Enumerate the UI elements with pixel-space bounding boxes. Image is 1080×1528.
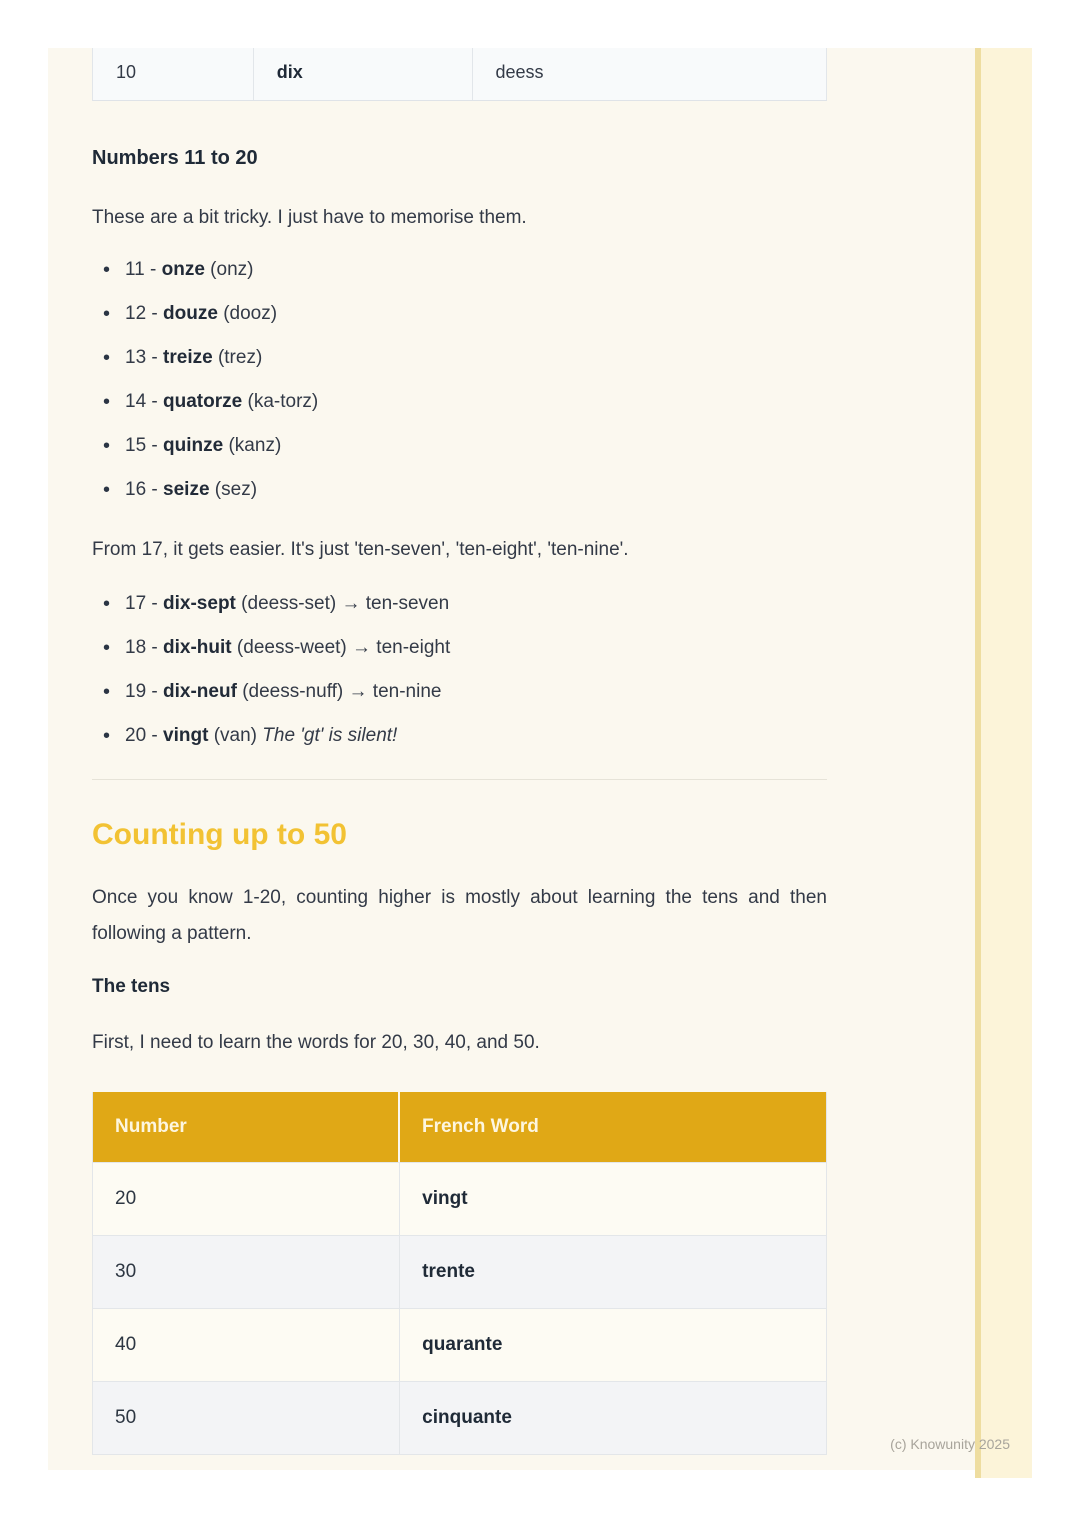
table-cell-number: 20: [93, 1163, 400, 1235]
pronunciation: (sez): [209, 479, 258, 500]
list-item-number: 11 -: [125, 259, 162, 280]
list-item: [92, 723, 827, 749]
numbers-1-10-table-last-row: [92, 48, 827, 101]
list-item: [92, 433, 827, 459]
french-word: dix-neuf: [163, 681, 237, 702]
tens-table-header-french-word: French Word: [400, 1092, 826, 1162]
counting-intro-paragraph: Once you know 1-20, counting higher is mostly about learning the tens and then following a pattern.: [92, 887, 833, 944]
tens-intro-paragraph: First, I need to learn the words for 20, 30, 40, and 50.: [92, 1032, 540, 1053]
french-word: quatorze: [163, 391, 243, 412]
french-word: douze: [163, 303, 218, 324]
subheading-the-tens: The tens: [92, 976, 171, 997]
pronunciation: (kanz): [223, 435, 282, 456]
table-cell-french-word: cinquante: [400, 1382, 826, 1454]
page-content: [92, 48, 833, 1455]
tens-table-header-row: [93, 1092, 826, 1162]
table-cell-french-word: trente: [400, 1236, 826, 1308]
notes-page: [48, 48, 1032, 1470]
pronunciation: (deess-set) → ten-seven: [235, 593, 450, 614]
pronunciation: (dooz): [217, 303, 278, 324]
section-heading-counting-50: Counting up to 50: [92, 818, 347, 851]
pronunciation: (ka-torz): [242, 391, 319, 412]
list-item: [92, 345, 827, 371]
list-item-number: 17 -: [125, 593, 164, 614]
table-row: [93, 1162, 826, 1235]
list-item-number: 12 -: [125, 303, 164, 324]
from-17-paragraph: From 17, it gets easier. It's just 'ten-seven', 'ten-eight', 'ten-nine'.: [92, 539, 629, 560]
tens-table: [92, 1092, 827, 1455]
section-heading-numbers-11-20: Numbers 11 to 20: [92, 147, 258, 169]
list-item: [92, 679, 827, 705]
list-item-number: 18 -: [125, 637, 164, 658]
table-row: [93, 1381, 826, 1454]
tens-table-header-number: Number: [93, 1092, 400, 1162]
french-word: vingt: [163, 725, 209, 746]
item-note: The 'gt' is silent!: [262, 725, 398, 746]
page-accent-stripe: [975, 48, 1032, 1478]
list-item-number: 13 -: [125, 347, 164, 368]
list-item-number: 16 -: [125, 479, 164, 500]
table-cell-number: 50: [93, 1382, 400, 1454]
list-item-number: 20 -: [125, 725, 164, 746]
table-cell-french-word: dix: [254, 48, 473, 100]
list-numbers-17-20: [92, 591, 827, 749]
pronunciation: (deess-nuff) → ten-nine: [236, 681, 442, 702]
table-cell-pronunciation: deess: [473, 48, 828, 100]
pronunciation: (van): [208, 725, 263, 746]
list-item: [92, 301, 827, 327]
section-divider: [92, 779, 827, 780]
table-cell-number: 30: [93, 1236, 400, 1308]
french-word: treize: [163, 347, 213, 368]
list-item: [92, 257, 827, 283]
list-item: [92, 477, 827, 503]
list-numbers-11-16: [92, 257, 827, 503]
list-item: [92, 635, 827, 661]
pronunciation: (trez): [212, 347, 263, 368]
copyright-watermark: (c) Knowunity 2025: [890, 1436, 1010, 1452]
table-row: [93, 1308, 826, 1381]
french-word: quinze: [163, 435, 224, 456]
french-word: dix-huit: [163, 637, 232, 658]
pronunciation: (onz): [204, 259, 254, 280]
list-item-number: 15 -: [125, 435, 164, 456]
list-item: [92, 389, 827, 415]
list-item-number: 19 -: [125, 681, 164, 702]
intro-paragraph: These are a bit tricky. I just have to memorise them.: [92, 207, 527, 228]
list-item-number: 14 -: [125, 391, 164, 412]
list-item: [92, 591, 827, 617]
table-cell-french-word: vingt: [400, 1163, 826, 1235]
table-cell-number: 40: [93, 1309, 400, 1381]
table-cell-number: 10: [93, 48, 254, 100]
french-word: seize: [163, 479, 210, 500]
table-row: [93, 1235, 826, 1308]
french-word: dix-sept: [163, 593, 236, 614]
pronunciation: (deess-weet) → ten-eight: [231, 637, 451, 658]
french-word: onze: [161, 259, 205, 280]
table-cell-french-word: quarante: [400, 1309, 826, 1381]
